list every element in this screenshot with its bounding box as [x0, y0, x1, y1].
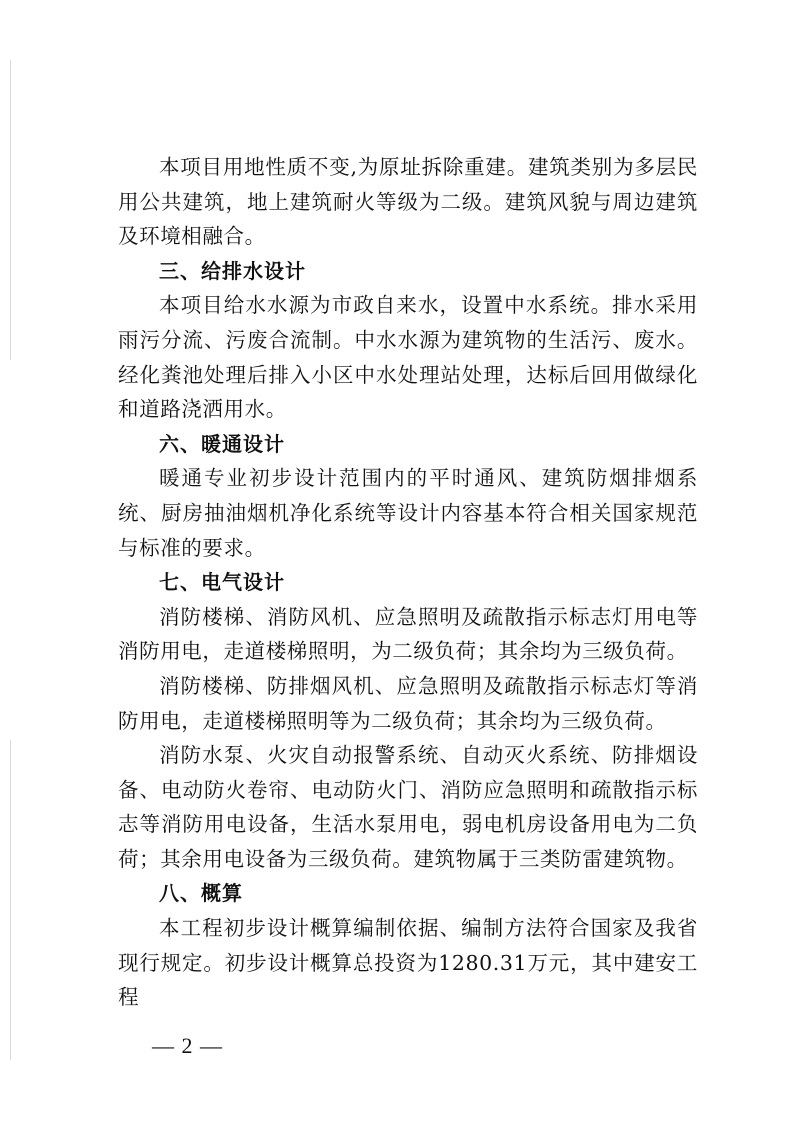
paragraph-hvac: 暖通专业初步设计范围内的平时通风、建筑防烟排烟系统、厨房抽油烟机净化系统等设计内容基本符合相关国家规范与标准的要求。: [118, 466, 698, 560]
scan-edge-mark-top: [10, 60, 11, 360]
paragraph-electrical-1: 消防楼梯、消防风机、应急照明及疏散指示标志灯用电等消防用电，走道楼梯照明，为二级负荷；其余均为三级负荷。: [118, 604, 698, 664]
page-number: — 2 —: [152, 1033, 223, 1058]
document-body: [118, 150, 698, 1015]
scan-edge-mark-bottom: [10, 740, 11, 1060]
paragraph-electrical-3: 消防水泵、火灾自动报警系统、自动灭火系统、防排烟设备、电动防火卷帘、电动防火门、消防应急照明和疏散指示标志等消防用电设备，生活水泵用电，弱电机房设备用电为二负荷；其余用电设备为三级负荷。建筑物属于三类防雷建筑物。: [118, 743, 698, 871]
paragraph-budget-estimate: 本工程初步设计概算编制依据、编制方法符合国家及我省现行规定。初步设计概算总投资为1280.31万元，其中建安工程: [118, 916, 698, 1010]
heading-budget-estimate: 八、概算: [159, 881, 243, 906]
paragraph-electrical-2: 消防楼梯、防排烟风机、应急照明及疏散指示标志灯等消防用电，走道楼梯照明等为二级负荷；其余均为三级负荷。: [118, 673, 698, 733]
paragraph-water-supply-drainage: 本项目给水水源为市政自来水，设置中水系统。排水采用雨污分流、污废合流制。中水水源为建筑物的生活污、废水。经化粪池处理后排入小区中水处理站处理，达标后回用做绿化和道路浇洒用水。: [118, 293, 698, 422]
heading-hvac: 六、暖通设计: [159, 431, 285, 456]
heading-electrical: 七、电气设计: [159, 570, 285, 595]
heading-water-supply-drainage: 三、给排水设计: [159, 258, 306, 283]
paragraph-building-nature: 本项目用地性质不变,为原址拆除重建。建筑类别为多层民用公共建筑，地上建筑耐火等级为二级。建筑风貌与周边建筑及环境相融合。: [118, 155, 698, 249]
